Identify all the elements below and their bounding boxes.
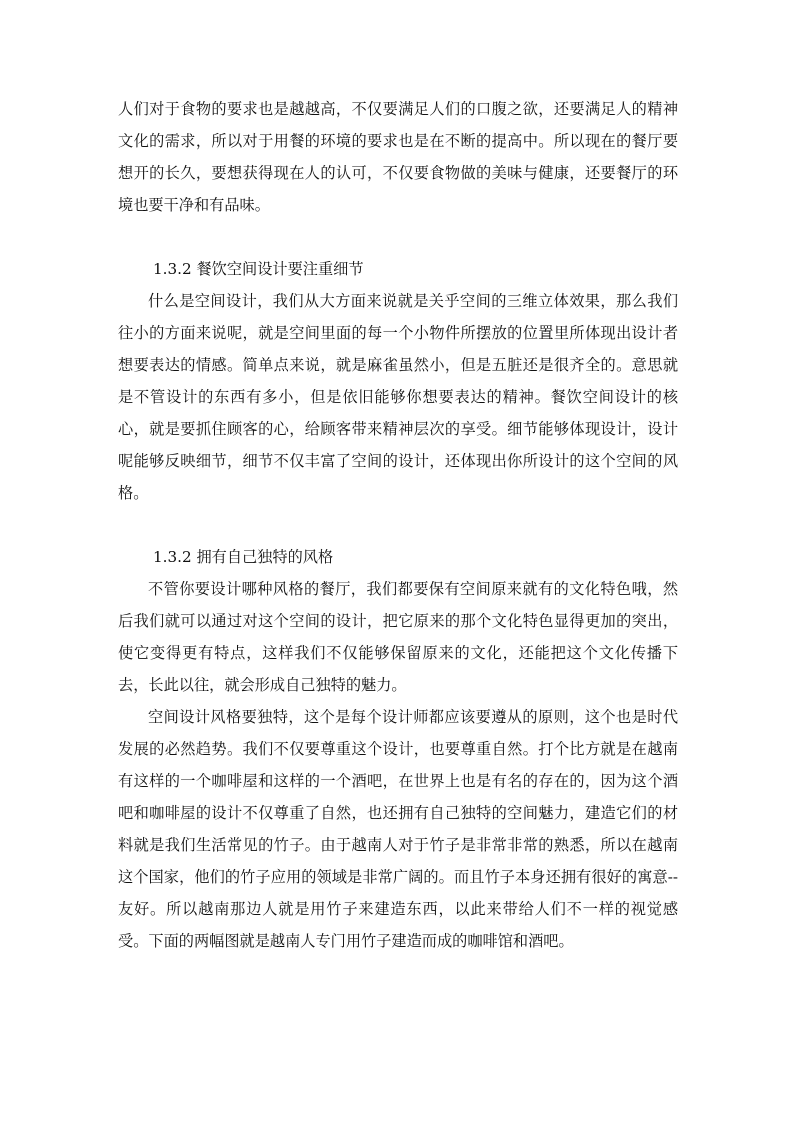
section-heading-details: 1.3.2 餐饮空间设计要注重细节: [153, 260, 364, 278]
body-paragraph-style-1: 不管你要设计哪种风格的餐厅，我们都要保有空间原来就有的文化特色哦，然后我们就可以通过对这个空间的设计，把它原来的那个文化特色显得更加的突出，使它变得更有特点，这样我们不仅能够保留原来的文化，还能把这个文化传播下去，长此以往，就会形成自己独特的魅力。: [118, 580, 678, 694]
body-paragraph-style-2: 空间设计风格要独特，这个是每个设计师都应该要遵从的原则，这个也是时代发展的必然趋势。我们不仅要尊重这个设计，也要尊重自然。打个比方就是在越南有这样的一个咖啡屋和这样的一个酒吧，在世界上也是有名的存在的，因为这个酒吧和咖啡屋的设计不仅尊重了自然，也还拥有自己独特的空间魅力，建造它们的材料就是我们生活常见的竹子。由于越南人对于竹子是非常非常的熟悉，所以在越南这个国家，他们的竹子应用的领域是非常广阔的。而且竹子本身还拥有很好的寓意--友好。所以越南那边人就是用竹子来建造东西，以此来带给人们不一样的视觉感受。下面的两幅图就是越南人专门用竹子建造而成的咖啡馆和酒吧。: [118, 708, 678, 950]
body-paragraph-details: 什么是空间设计，我们从大方面来说就是关乎空间的三维立体效果，那么我们往小的方面来说呢，就是空间里面的每一个小物件所摆放的位置里所体现出设计者想要表达的情感。简单点来说，就是麻雀虽然小，但是五脏还是很齐全的。意思就是不管设计的东西有多小，但是依旧能够你想要表达的精神。餐饮空间设计的核心，就是要抓住顾客的心，给顾客带来精神层次的享受。细节能够体现设计，设计呢能够反映细节，细节不仅丰富了空间的设计，还体现出你所设计的这个空间的风格。: [118, 292, 678, 502]
section-heading-style: 1.3.2 拥有自己独特的风格: [153, 548, 334, 566]
document-page: [118, 93, 678, 957]
body-paragraph-intro: 人们对于食物的要求也是越越高，不仅要满足人们的口腹之欲，还要满足人的精神文化的需求，所以对于用餐的环境的要求也是在不断的提高中。所以现在的餐厅要想开的长久，要想获得现在人的认可，不仅要食物做的美味与健康，还要餐厅的环境也要干净和有品味。: [118, 100, 678, 214]
